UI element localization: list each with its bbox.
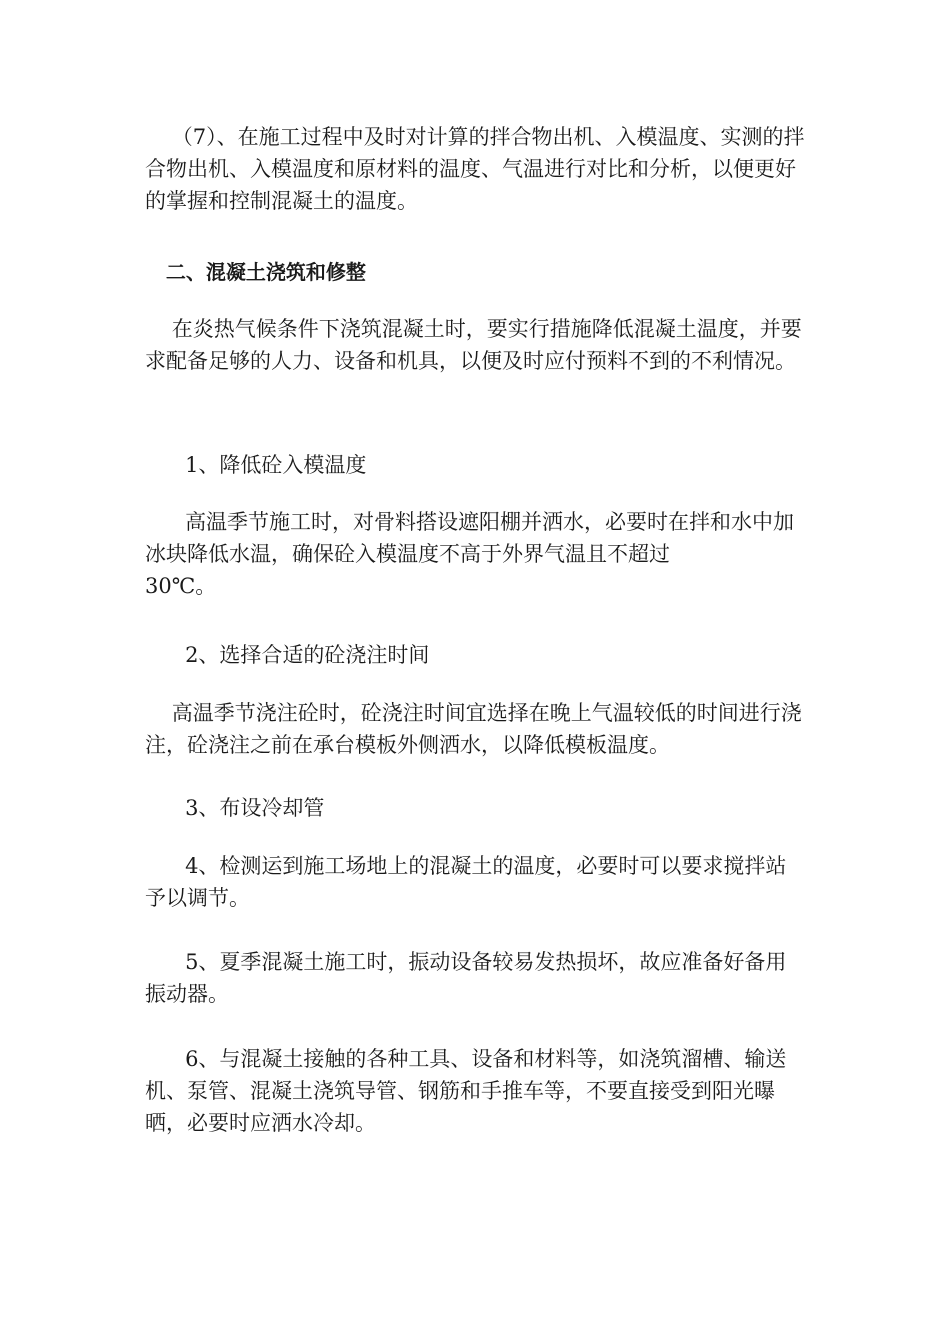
paragraph-item-4: 4、检测运到施工场地上的混凝土的温度，必要时可以要求搅拌站予以调节。 xyxy=(145,854,787,910)
section-heading-pouring-finishing: 二、混凝土浇筑和修整 xyxy=(145,260,366,284)
item-heading-2: 2、选择合适的砼浇注时间 xyxy=(145,643,430,667)
paragraph-temperature-comparison: （7）、在施工过程中及时对计算的拌合物出机、入模温度、实测的拌合物出机、入模温度和原材料的温度、气温进行对比和分析，以便更好的掌握和控制混凝土的温度。 xyxy=(145,125,805,213)
paragraph-item-5: 5、夏季混凝土施工时，振动设备较易发热损坏，故应准备好备用振动器。 xyxy=(145,950,787,1006)
item-heading-3: 3、布设冷却管 xyxy=(145,796,325,820)
paragraph-item-1: 高温季节施工时，对骨料搭设遮阳棚并洒水，必要时在拌和水中加冰块降低水温，确保砼入模温度不高于外界气温且不超过 30℃。 xyxy=(145,510,795,598)
paragraph-hot-weather-pouring: 在炎热气候条件下浇筑混凝土时，要实行措施降低混凝土温度，并要求配备足够的人力、设备和机具，以便及时应付预料不到的不利情况。 xyxy=(145,317,802,373)
paragraph-item-2: 高温季节浇注砼时，砼浇注时间宜选择在晚上气温较低的时间进行浇注，砼浇注之前在承台模板外侧洒水，以降低模板温度。 xyxy=(145,701,802,757)
paragraph-item-6: 6、与混凝土接触的各种工具、设备和材料等，如浇筑溜槽、输送机、泵管、混凝土浇筑导管、钢筋和手推车等，不要直接受到阳光曝晒，必要时应洒水冷却。 xyxy=(145,1047,787,1135)
item-heading-1: 1、降低砼入模温度 xyxy=(145,453,367,477)
